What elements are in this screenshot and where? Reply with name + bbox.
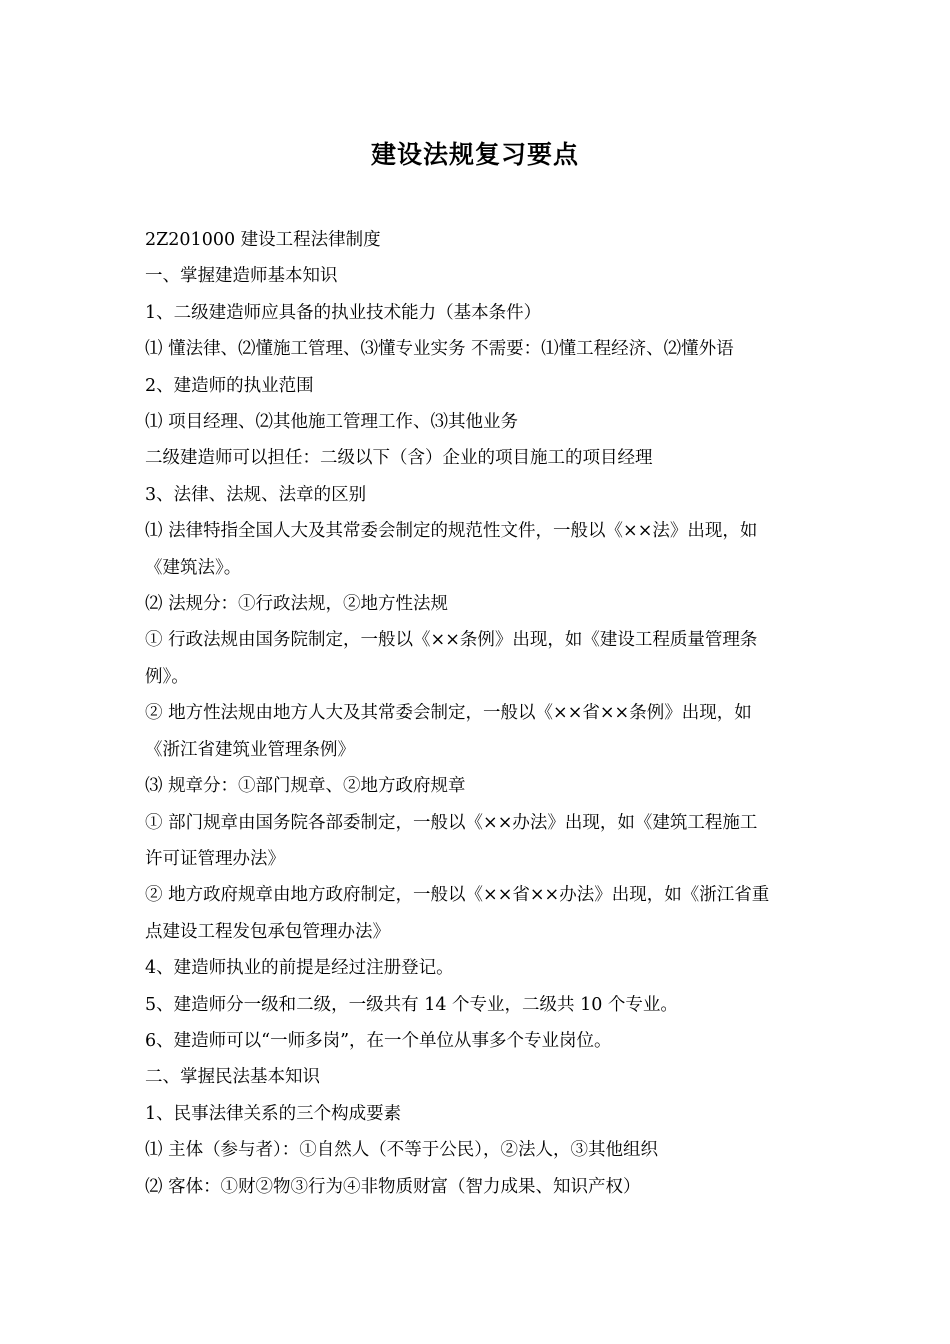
item-heading: 2、建造师的执业范围 <box>145 375 314 396</box>
paragraph-line: ① 行政法规由国务院制定，一般以《××条例》出现，如《建设工程质量管理条 <box>145 630 758 651</box>
paragraph-line: ② 地方性法规由地方人大及其常委会制定，一般以《××省××条例》出现，如 <box>145 703 752 724</box>
paragraph-line: 《浙江省建筑业管理条例》 <box>145 739 355 760</box>
paragraph-line: ⑴ 项目经理、⑵其他施工管理工作、⑶其他业务 <box>145 412 519 433</box>
section-heading: 2Z201000 建设工程法律制度 <box>145 230 381 250</box>
document-body <box>145 222 810 1205</box>
chapter-heading: 二、掌握民法基本知识 <box>145 1067 320 1088</box>
item-heading: 5、建造师分一级和二级，一级共有 14 个专业，二级共 10 个专业。 <box>145 994 678 1015</box>
item-heading: 6、建造师可以“一师多岗”，在一个单位从事多个专业岗位。 <box>145 1030 612 1051</box>
paragraph-line: ⑶ 规章分：①部门规章、②地方政府规章 <box>145 776 466 797</box>
paragraph-line: 二级建造师可以担任：二级以下（含）企业的项目施工的项目经理 <box>145 448 653 469</box>
paragraph-line: ⑵ 法规分：①行政法规，②地方性法规 <box>145 594 449 615</box>
paragraph-line: ⑴ 主体（参与者）：①自然人（不等于公民），②法人，③其他组织 <box>145 1140 659 1161</box>
paragraph-line: ② 地方政府规章由地方政府制定，一般以《××省××办法》出现，如《浙江省重 <box>145 885 770 906</box>
item-heading: 1、二级建造师应具备的执业技术能力（基本条件） <box>145 302 542 323</box>
paragraph-line: ① 部门规章由国务院各部委制定，一般以《××办法》出现，如《建筑工程施工 <box>145 812 758 833</box>
paragraph-line: 许可证管理办法》 <box>145 848 285 869</box>
document-title: 建设法规复习要点 <box>370 140 579 169</box>
chapter-heading: 一、掌握建造师基本知识 <box>145 266 338 287</box>
paragraph-line: 《建筑法》。 <box>145 557 242 578</box>
item-heading: 4、建造师执业的前提是经过注册登记。 <box>145 958 454 979</box>
paragraph-line: ⑴ 法律特指全国人大及其常委会制定的规范性文件，一般以《××法》出现，如 <box>145 521 758 542</box>
item-heading: 3、法律、法规、法章的区别 <box>145 484 367 505</box>
paragraph-line: 例》。 <box>145 666 189 687</box>
paragraph-line: 点建设工程发包承包管理办法》 <box>145 921 390 942</box>
paragraph-line: ⑴ 懂法律、⑵懂施工管理、⑶懂专业实务 不需要：⑴懂工程经济、⑵懂外语 <box>145 339 734 360</box>
paragraph-line: ⑵ 客体：①财②物③行为④非物质财富（智力成果、知识产权） <box>145 1176 641 1197</box>
item-heading: 1、民事法律关系的三个构成要素 <box>145 1103 402 1124</box>
